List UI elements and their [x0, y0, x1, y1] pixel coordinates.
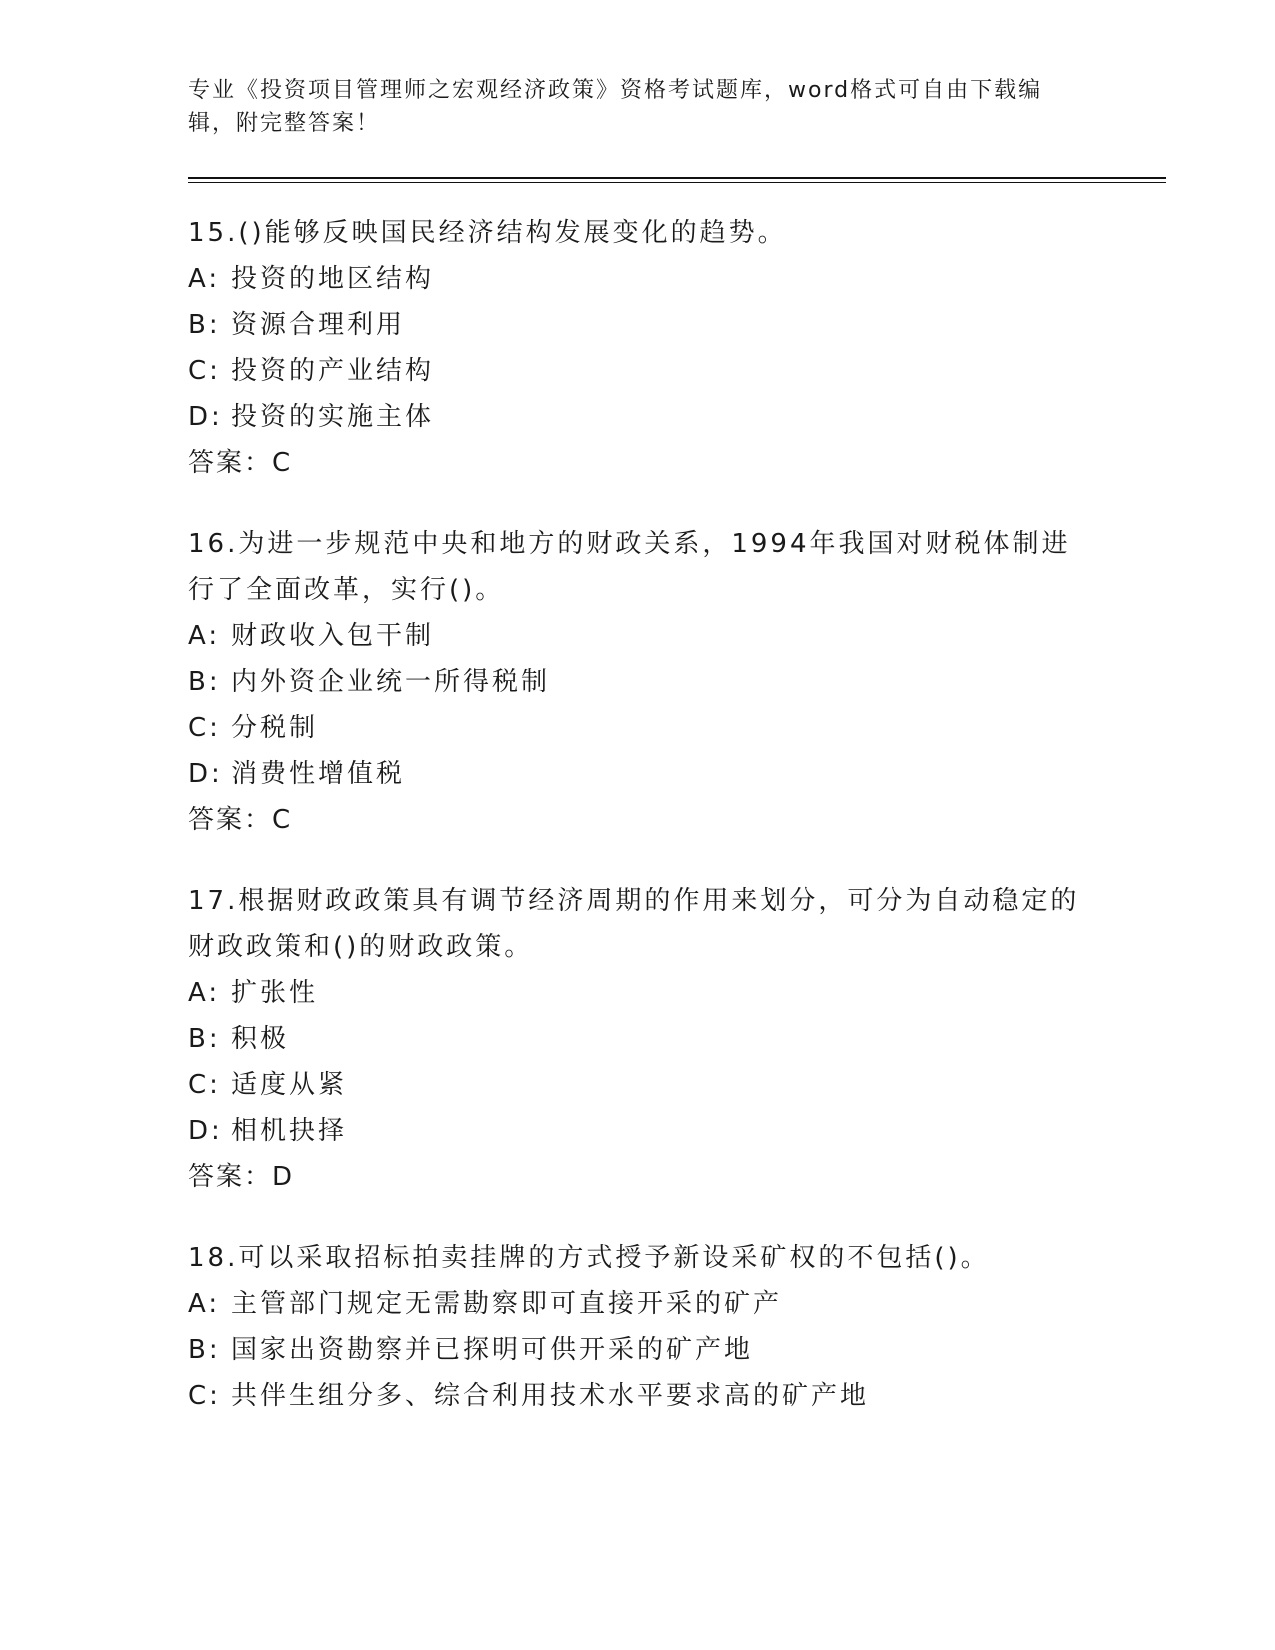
option-text: 投资的实施主体 [231, 402, 435, 432]
question-stem: 15.()能够反映国民经济结构发展变化的趋势。 [188, 218, 787, 248]
question-stem: 16.为进一步规范中央和地方的财政关系，1994年我国对财税体制进行了全面改革，实行()。 [188, 529, 1071, 605]
option-a [188, 256, 1088, 302]
option-b [188, 659, 1088, 705]
option-key: C: [188, 713, 221, 743]
option-text: 投资的产业结构 [231, 356, 435, 386]
option-key: A: [188, 978, 221, 1008]
option-key: D: [188, 402, 223, 432]
option-b [188, 1016, 1088, 1062]
question-list [188, 210, 1088, 1454]
option-key: B: [188, 667, 221, 697]
option-key: C: [188, 1070, 221, 1100]
answer-label: 答案： [188, 448, 273, 478]
answer-label: 答案： [188, 1162, 273, 1192]
option-text: 共伴生组分多、综合利用技术水平要求高的矿产地 [231, 1381, 870, 1411]
option-text: 相机抉择 [231, 1116, 348, 1146]
option-a [188, 970, 1088, 1016]
option-key: A: [188, 1289, 221, 1319]
option-text: 主管部门规定无需勘察即可直接开采的矿产 [231, 1289, 783, 1319]
option-key: B: [188, 1335, 221, 1365]
option-c [188, 705, 1088, 751]
option-a [188, 613, 1088, 659]
question-15 [188, 210, 1088, 486]
option-key: D: [188, 759, 223, 789]
option-d [188, 394, 1088, 440]
question-stem: 18.可以采取招标拍卖挂牌的方式授予新设采矿权的不包括()。 [188, 1243, 990, 1273]
question-18 [188, 1235, 1088, 1419]
option-key: B: [188, 1024, 221, 1054]
option-d [188, 1108, 1088, 1154]
question-17 [188, 878, 1088, 1200]
answer-value: C [272, 805, 292, 835]
header-intro-text: 专业《投资项目管理师之宏观经济政策》资格考试题库，word格式可自由下载编辑，附完整答案！ [188, 78, 1043, 136]
option-c [188, 1062, 1088, 1108]
question-stem: 17.根据财政政策具有调节经济周期的作用来划分，可分为自动稳定的财政政策和()的财政政策。 [188, 886, 1080, 962]
document-header [188, 74, 1088, 140]
option-text: 适度从紧 [231, 1070, 348, 1100]
option-text: 消费性增值税 [231, 759, 406, 789]
option-text: 财政收入包干制 [231, 621, 435, 651]
header-divider-thin [188, 182, 1166, 183]
option-c [188, 1373, 1088, 1419]
option-text: 扩张性 [231, 978, 319, 1008]
answer-label: 答案： [188, 805, 273, 835]
option-key: A: [188, 264, 221, 294]
answer-line [188, 1154, 1088, 1200]
option-b [188, 302, 1088, 348]
option-d [188, 751, 1088, 797]
option-a [188, 1281, 1088, 1327]
option-b [188, 1327, 1088, 1373]
option-text: 国家出资勘察并已探明可供开采的矿产地 [231, 1335, 754, 1365]
header-divider-thick [188, 177, 1166, 179]
option-key: B: [188, 310, 221, 340]
option-text: 积极 [231, 1024, 290, 1054]
answer-line [188, 440, 1088, 486]
question-16 [188, 521, 1088, 843]
option-text: 资源合理利用 [231, 310, 406, 340]
option-key: C: [188, 1381, 221, 1411]
option-text: 内外资企业统一所得税制 [231, 667, 551, 697]
answer-line [188, 797, 1088, 843]
option-key: D: [188, 1116, 223, 1146]
answer-value: D [272, 1162, 294, 1192]
option-c [188, 348, 1088, 394]
option-text: 投资的地区结构 [231, 264, 435, 294]
option-key: C: [188, 356, 221, 386]
option-key: A: [188, 621, 221, 651]
answer-value: C [272, 448, 292, 478]
option-text: 分税制 [231, 713, 319, 743]
